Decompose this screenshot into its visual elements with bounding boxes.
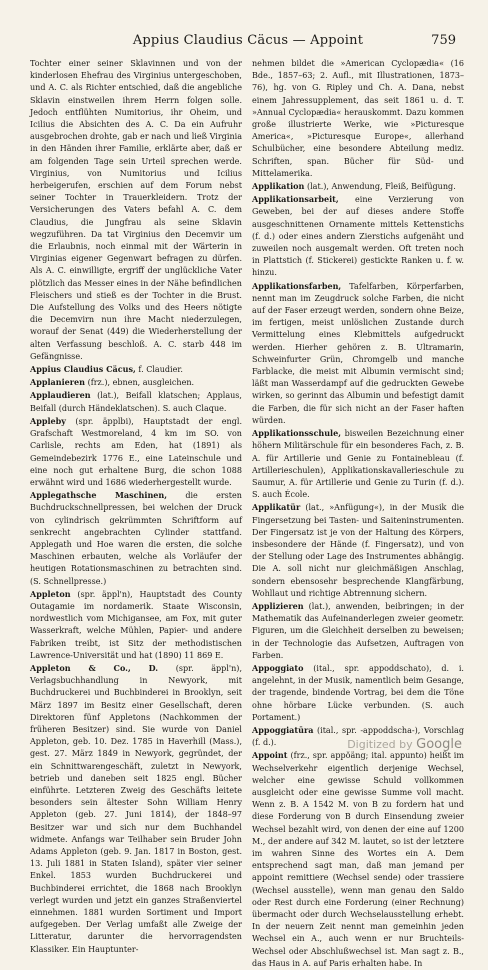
entry-text: (lat.), Beifall klatschen; Applaus, Beifall (durch Händeklatschen). S. auch Claque.	[30, 391, 242, 413]
entry-text: Tafelfarben, Körperfarben, nennt man im Zeugdruck solche Farben, die nicht auf der Faser erzeugt werden, sondern ohne Beize, im fertigen, meist unlöslichen Zustande durch Vermittelung eines Klebmittels aufgedruckt werden. Hierher gehören z. B. Ultramarin, Schweinfurter Grün, Chromgelb und manche Farblacke, die meist mit Albumin vermischt sind; läßt man Wasserdampf auf die gedruckten Gewebe wirken, so gerinnt das Albumin und befestigt damit die Farben, die für sich nicht an der Faser haften würden.	[252, 281, 464, 425]
entry-headword: Applikationsfarben,	[252, 280, 342, 291]
entry-headword: Applanieren	[30, 377, 86, 388]
digitization-watermark	[347, 737, 462, 752]
entry-text: (spr. äpplbi), Hauptstadt der engl. Grafschaft Westmoreland, 4 km im SO. von Carlisle, rechts am Eden, hat (1891) als Gemeindebezirk 1776 E., eine Lateinschule und eine noch gut erhaltene Burg, die schon 1088 erwähnt wird und 1686 wiederhergestellt wurde.	[30, 416, 243, 487]
google-logo-text: Google	[416, 737, 462, 752]
entry-text: bisweilen Bezeichnung einer höhern Militärschule für ein besonderes Fach, z. B. A. für Artillerie und Genie zu Fontainebleau (f. Artillerieschulen), Applikationskavallerieschule zu Saumur, A. für Artillerie und Genie zu Turin (f. d.). S. auch École.	[252, 429, 465, 500]
dictionary-entry	[30, 363, 242, 376]
dictionary-entry	[30, 662, 242, 956]
entry-text: (ital., spr. -appoddscha-), Vorschlag (f. d.).	[252, 725, 464, 748]
dictionary-entry	[30, 588, 242, 662]
running-head-title: Appius Claudius Cäcus — Appoint	[132, 33, 364, 48]
left-column	[30, 58, 243, 954]
entry-headword: Applegathsche Maschinen,	[30, 490, 168, 501]
dictionary-entry	[30, 376, 242, 389]
entry-text: (lat.), anwenden, beibringen; in der Mathematik das Aufeinanderlegen zweier geometr. Figuren, um die Gleichheit derselben zu beweisen; in der Technologie das Aufsetzen, Auftragen von Farben.	[252, 601, 464, 660]
entry-headword: Applizieren	[252, 600, 304, 611]
entry-text: (frz., spr. appŏäng; ital. appunto) heißt im Wechselverkehr eigentlich derjenige Wechsel, welcher eine gewisse Schuld vollkommen ausgleicht oder eine gewisse Summe voll macht. Wenn z. B. A 1542 M. von B zu fordern hat und diese Forderung von B durch Einsendung zweier Wechsel bezahlt wird, von denen der eine auf 1200 M., der andere auf 342 M. lautet, so ist der letztere im wahren Sinne des Wortes ein A. Dem entsprechend sagt man, daß man jemand per appoint remittiere (Wechsel sende) oder trassiere (Wechsel ausstelle), wenn man genau den Saldo oder Rest durch eine Forderung (einer Rechnung) übermacht oder durch Wechselausstellung erhebt. In der neuern Zeit nennt man gemeinhin jeden Wechsel ein A., auch wenn er nur Bruchteils-Wechsel oder Abschlußwechsel ist. Man sagt z. B., das Haus in A. auf Paris erhalten habe. In	[252, 751, 464, 968]
entry-text: f. Claudier.	[138, 365, 183, 375]
entry-headword: Applikation	[252, 181, 305, 192]
dictionary-entry	[252, 662, 464, 724]
entry-headword: Applikatür	[252, 502, 301, 513]
entry-headword: Appoint	[252, 750, 288, 761]
entry-text: Tochter einer seiner Sklavinnen und von der kinderlosen Ehefrau des Virginius untergeschoben, und A. C. als Richter entschied, daß die angebliche Sklavin einstweilen ihrem Herrn folgen solle. Jedoch entflühten Numitorius, ihr Oheim, und Icilius die Absichten des A. C. Da ein Aufruhr ausgebrochen drohte, gab er nach und ließ Virginia in den Händen ihrer Familie, erklärte aber, daß er am folgenden Tage sein Urteil sprechen werde. Virginius, von Numitorius und Icilius herbeigerufen, erschien auf dem Forum nebst seiner Tochter in Trauerkleidern. Trotz der Versicherungen des Vaters befahl A. C. dem Claudius, die Jungfrau als seine Sklavin wegzuführen. Da tat Virginius den Decemvir um die Erlaubnis, noch einmal mit der Wärterin in Virginias eigener Gegenwart befragen zu dürfen. Als A. C. einwilligte, ergriff der unglückliche Vater plötzlich das Messer eines in der Nähe befindlichen Fleischers und stieß es der Tochter in die Brust. Die Aufstellung des Volks und des Heers nötigte die Decemvirn nun ihre Macht niederzulegen, worauf der Senat (449) die Wiederherstellung der alten Verfassung beschloß. A. C. starb 448 im Gefängnisse.	[30, 59, 242, 361]
entry-headword: Appoggiato	[252, 662, 304, 673]
entry-headword: Applaudieren	[30, 390, 91, 401]
entry-text: (ital., spr. appoddschato), d. i. angelehnt, in der Musik, namentlich beim Gesange, der tragende, bindende Vortrag, bei dem die Töne ohne hörbare Lücke verbunden. (S. auch Portament.)	[252, 663, 464, 722]
entry-text: (frz.), ebnen, ausgleichen.	[87, 378, 195, 388]
dictionary-entry	[252, 280, 464, 427]
dictionary-entry	[252, 600, 464, 662]
entry-headword: Applikationsarbeit,	[252, 194, 339, 205]
running-header	[40, 30, 456, 48]
dictionary-entry	[30, 58, 242, 363]
entry-text: (lat., »Anfügung«), in der Musik die Fingersetzung bei Tasten- und Saiteninstrumenten. Der Fingersatz ist je von der Haltung des Körpers, insbesondere der Hände (f. Fingersatz), und von der Stellung oder Lage des Instrumentes abhängig. Die A. soll nicht nur gleichmäßigen Anschlag, sondern ebensosehr besprechende Klangfärbung, Wohllaut und richtige Abtrennung sichern.	[252, 503, 464, 598]
dictionary-entry	[252, 180, 464, 193]
dictionary-entry	[30, 389, 242, 414]
dictionary-entry	[252, 193, 464, 279]
entry-text: die ersten Buchdruckschnellpressen, bei welchen der Druck von cylindrisch gekrümmten Schriftform auf senkrecht angebrachten Cylinder stattfand. Applegath und Hoe waren die ersten, die solche Maschinen erbauten, welche als Vorläufer der heutigen Rotationsmaschinen zu betrachten sind. (S. Schnellpresse.)	[30, 491, 242, 586]
page-number: 759	[431, 33, 456, 48]
entry-headword: Appleby	[30, 415, 66, 426]
entry-headword: Appleton	[30, 588, 71, 599]
entry-headword: Appius Claudius Cäcus,	[30, 364, 136, 375]
dictionary-entry	[252, 749, 464, 970]
entry-text: nehmen bildet die »American Cyclopædia« (16 Bde., 1857–63; 2. Aufl., mit Illustrationen, 1873–76), hg. von G. Ripley und Ch. A. Dana, nebst einem Jahressupplement, das seit 1861 u. d. T. »Annual Cyclopædia« herauskommt. Dazu kommen große illustrierte Werke, wie »Picturesque America«, »Picturesque Europe«, allerhand Schulbücher, eine besondere Abteilung mediz. Schriften, span. Bücher für Süd- und Mittelamerika.	[252, 59, 464, 178]
entry-headword: Applikationsschule,	[252, 428, 342, 439]
entry-text: (spr. äppl'n), Verlagsbuchhandlung in Newyork, mit Buchdruckerei und Buchbinderei in Brooklyn, seit März 1897 im Besitz einer Gesellschaft, deren Direktoren fünf Appletons (Nachkommen der früheren Besitzer) sind. Sie wurde von Daniel Appleton, geb. 10. Dez. 1785 in Haverhill (Mass.), gest. 27. März 1849 in Newyork, gegründet, der ein Schnittwarengeschäft, zuletzt in Newyork, betrieb und daneben seit 1825 engl. Bücher einführte. Letzteren Zweig des Geschäfts leitete besonders sein ältester Sohn William Henry Appleton (geb. 27. Juni 1814), der 1848–97 Besitzer war und sich nur dem Buchhandel widmete. Anfangs war Teilhaber sein Bruder John Adams Appleton (geb. 9. Jan. 1817 in Boston, gest. 13. Juli 1881 in Staten Island), später vier seiner Enkel. 1853 wurden Buchdruckerei und Buchbinderei errichtet, die 1868 nach Brooklyn verlegt wurden und jetzt ein ganzes Straßenviertel einnehmen. 1881 wurden Sortiment und Import aufgegeben. Der Verlag umfaßt alle Zweige der Litteratur, darunter die hervorragendsten Klassiker. Ein Hauptunter-	[30, 663, 242, 954]
entry-text: (spr. äppl'n), Hauptstadt des County Outagamie im nordamerik. Staate Wisconsin, nordwestlich vom Michigansee, am Fox, mit guter Wasserkraft, welche Mühlen, Papier- und andere Fabriken treibt, ist Sitz der methodistischen Lawrence-Universität und hat (1890) 11 869 E.	[30, 589, 242, 660]
entry-headword: Appleton & Co., D.	[30, 662, 159, 673]
digitized-by-label: Digitized by	[347, 738, 413, 751]
dictionary-entry	[30, 489, 242, 588]
dictionary-entry	[252, 58, 464, 180]
entry-headword: Appoggiatūra	[252, 724, 314, 735]
entry-text: eine Verzierung von Geweben, bei der auf dieses andere Stoffe ausgeschnittenen Ornamente mittels Kettenstichs (f. d.) oder eines andern Zierstichs aufgenäht und zuweilen noch ausgemalt werden. Oft treten noch in Plattstich (f. Stickerei) gestickte Ranken u. f. w. hinzu.	[252, 195, 464, 278]
dictionary-entry	[30, 415, 242, 489]
entry-text: (lat.), Anwendung, Fleiß, Beifügung.	[306, 182, 456, 192]
dictionary-entry	[252, 427, 464, 501]
dictionary-entry	[252, 501, 464, 600]
